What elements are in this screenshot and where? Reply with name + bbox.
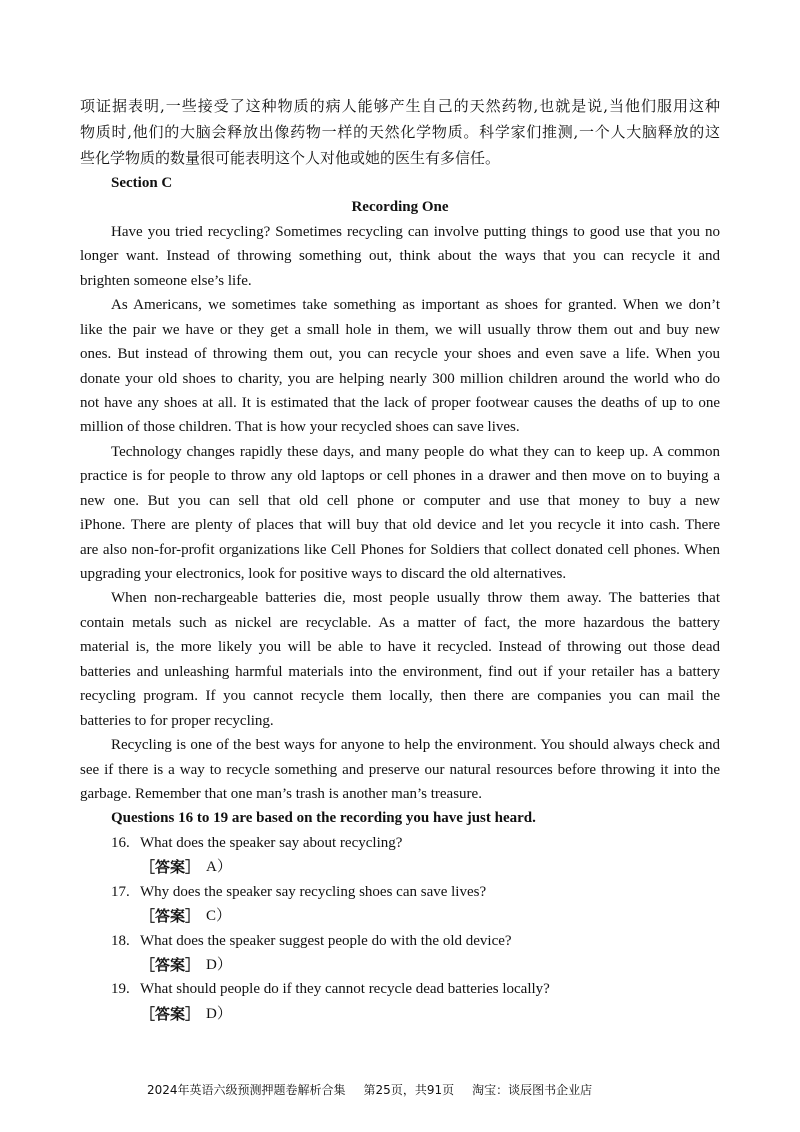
paragraph-line: Recycling is one of the best ways for anyone to help the environment. You should always check and (111, 737, 720, 754)
paragraph-line: donate your old shoes to charity, you are helping nearly 300 million children around the world who do (80, 370, 720, 387)
footer-page-info: 第25页，共91页 (363, 1083, 455, 1097)
question-item (80, 831, 720, 880)
paragraph-line: longer want. Instead of throwing something out, think about the ways that you can recycle it and (80, 248, 720, 265)
passage-paragraph (80, 733, 720, 806)
question-item (80, 977, 720, 1026)
question-line (80, 977, 720, 1001)
question-number: 16. (111, 834, 130, 851)
answer-line (80, 855, 720, 879)
chinese-translation-paragraph (80, 93, 720, 171)
paragraph-line: are also non-for-profit organizations like Cell Phones for Soldiers that collect donated cell phones. When (80, 541, 720, 558)
question-number: 18. (111, 932, 130, 949)
answer-label: ［答案］ (140, 1004, 201, 1023)
chinese-line: 物质时,他们的大脑会释放出像药物一样的天然化学物质。科学家们推测,一个人大脑释放的这 (80, 123, 720, 141)
paragraph-line: Technology changes rapidly these days, and many people do what they can to keep up. A common (111, 443, 720, 460)
paragraph-line: As Americans, we sometimes take something as important as shoes for granted. When we don’t (111, 297, 720, 314)
page-footer (147, 1080, 592, 1100)
question-text: Why does the speaker say recycling shoes can save lives? (140, 883, 487, 900)
passage-paragraph (80, 293, 720, 440)
question-number: 17. (111, 883, 130, 900)
answer-value: C） (206, 908, 232, 925)
recording-title: Recording One (351, 199, 449, 216)
passage-paragraph (80, 440, 720, 587)
paragraph-line: Have you tried recycling? Sometimes recycling can involve putting things to good use that you no (111, 223, 720, 240)
footer-shop: 淘宝：谈辰图书企业店 (472, 1083, 593, 1097)
paragraph-line: ones. But instead of throwing them out, you can recycle your shoes and even save a life. When you (80, 346, 720, 363)
answer-line (80, 1002, 720, 1026)
paragraph-line: million of those children. That is how your recycled shoes can save lives. (80, 419, 520, 436)
paragraph-line: see if there is a way to recycle something and preserve our natural resources before throwing it into the (80, 761, 720, 778)
paragraph-line: practice is for people to throw any old laptops or cell phones in a drawer and then move on to buying a (80, 468, 720, 485)
question-number: 19. (111, 981, 130, 998)
question-text: What should people do if they cannot recycle dead batteries locally? (140, 981, 550, 998)
answer-label: ［答案］ (140, 907, 201, 926)
passage-paragraph (80, 586, 720, 733)
paragraph-line: iPhone. There are plenty of places that will buy that old device and let you recycle it into cash. There (80, 517, 720, 534)
answer-value: D） (206, 1005, 232, 1022)
paragraph-line: garbage. Remember that one man’s trash is another man’s treasure. (80, 785, 482, 802)
answer-label: ［答案］ (140, 956, 201, 974)
question-item (80, 880, 720, 929)
section-heading: Section C (111, 175, 173, 191)
answer-line (80, 953, 720, 977)
footer-book-title: 2024年英语六级预测押题卷解析合集 (147, 1083, 346, 1097)
question-line (80, 929, 720, 953)
question-text: What does the speaker suggest people do with the old device? (140, 932, 512, 949)
answer-label: ［答案］ (140, 858, 201, 877)
paragraph-line: brighten someone else’s life. (80, 272, 252, 289)
paragraph-line: like the pair we have or they get a small hole in them, we will usually throw them out and buy new (80, 321, 720, 338)
answer-value: A） (206, 859, 232, 876)
paragraph-line: new one. But you can sell that old cell phone or computer and use that money to buy a new (80, 492, 720, 509)
passage-paragraph (80, 220, 720, 293)
chinese-line: 些化学物质的数量很可能表明这个人对他或她的医生有多信任。 (80, 149, 501, 167)
paragraph-line: When non-rechargeable batteries die, most people usually throw them away. The batteries that (111, 590, 720, 607)
paragraph-line: recycling program. If you cannot recycle them locally, then there are companies you can mail the (80, 688, 720, 705)
paragraph-line: batteries and unleashing harmful materials into the environment, find out if your retailer has a battery (80, 663, 720, 680)
question-item (80, 929, 720, 978)
question-text: What does the speaker say about recycling? (140, 834, 403, 851)
questions-intro: Questions 16 to 19 are based on the recording you have just heard. (111, 810, 536, 827)
answer-value: D） (206, 957, 232, 973)
chinese-line: 项证据表明,一些接受了这种物质的病人能够产生自己的天然药物,也就是说,当他们服用这种 (80, 97, 720, 115)
paragraph-line: contain metals such as nickel are recyclable. As a matter of fact, the more hazardous the battery (80, 614, 720, 631)
question-line (80, 831, 720, 855)
paragraph-line: material is, the more likely you will be able to have it recycled. Instead of throwing out those dead (80, 639, 720, 656)
answer-line (80, 904, 720, 928)
question-line (80, 880, 720, 904)
paragraph-line: batteries to for proper recycling. (80, 712, 274, 729)
paragraph-line: not have any shoes at all. It is estimated that the lack of proper footwear causes the deaths of up to one (80, 394, 720, 411)
paragraph-line: upgrading your electronics, look for positive ways to discard the old alternatives. (80, 566, 567, 582)
page-content (80, 93, 720, 1026)
